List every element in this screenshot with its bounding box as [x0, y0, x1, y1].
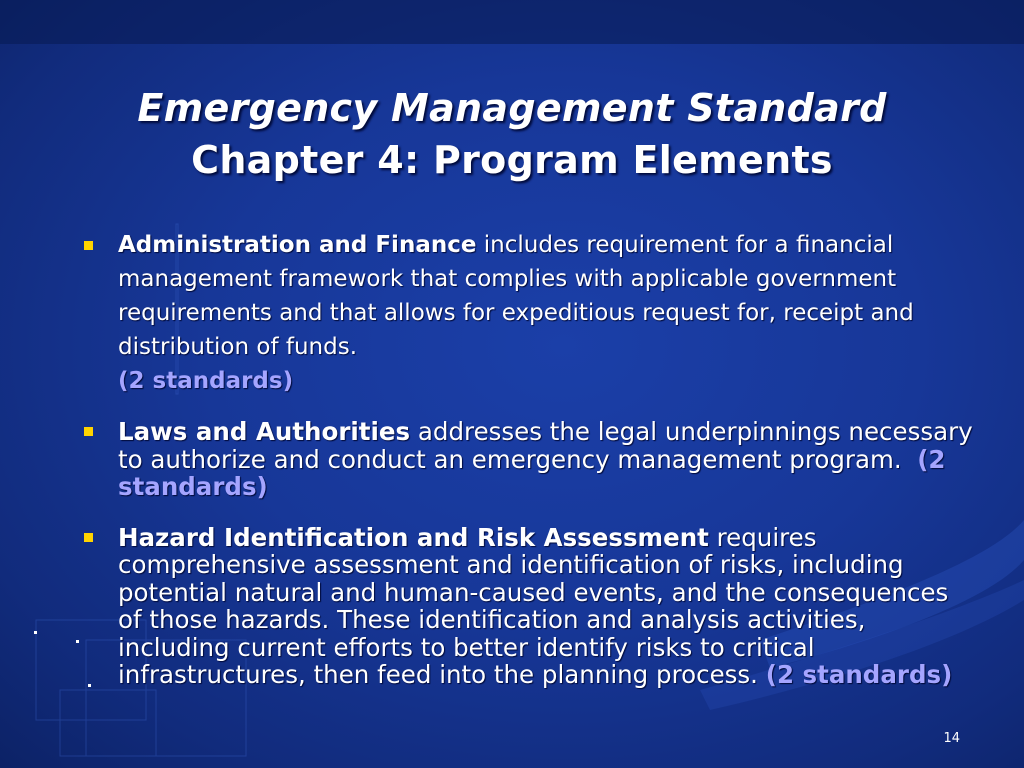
bullet-list	[78, 228, 981, 689]
decorative-dot	[88, 684, 91, 687]
square-bullet-icon	[84, 427, 93, 436]
bullet-item-hazard-identification	[78, 524, 978, 689]
standards-count: (2 standards)	[118, 444, 946, 501]
bullet-term: Laws and Authorities	[118, 417, 411, 446]
title-line-1: Emergency Management Standard	[137, 86, 887, 130]
standards-count: (2 standards)	[765, 660, 953, 689]
bullet-text: requires comprehensive assessment and identification of risks, including potential natural and human-caused events, and the consequences of those hazards. These identification and analysis activities, including current efforts to better identify risks to critical infrastructures, then feed into the planning process.	[118, 522, 949, 689]
bullet-term: Administration and Finance	[118, 232, 477, 258]
square-bullet-icon	[84, 241, 93, 250]
bullet-item-laws-authorities	[78, 417, 981, 501]
title-line-2: Chapter 4: Program Elements	[191, 138, 833, 182]
decorative-dot	[34, 631, 37, 634]
page-number: 14	[943, 731, 960, 746]
bullet-item-administration-finance	[78, 228, 978, 398]
bullet-term: Hazard Identification and Risk Assessment	[118, 522, 709, 552]
bullet-text: includes requirement for a financial management framework that complies with applicable government requirements and that allows for expeditious request for, receipt and distribution of funds.	[118, 232, 914, 360]
slide-title	[0, 82, 1024, 186]
standards-count: (2 standards)	[118, 368, 294, 394]
bullet-text: addresses the legal underpinnings necessary to authorize and conduct an emergency management program.	[118, 417, 981, 474]
square-bullet-icon	[84, 533, 93, 542]
decorative-dot	[76, 640, 79, 643]
